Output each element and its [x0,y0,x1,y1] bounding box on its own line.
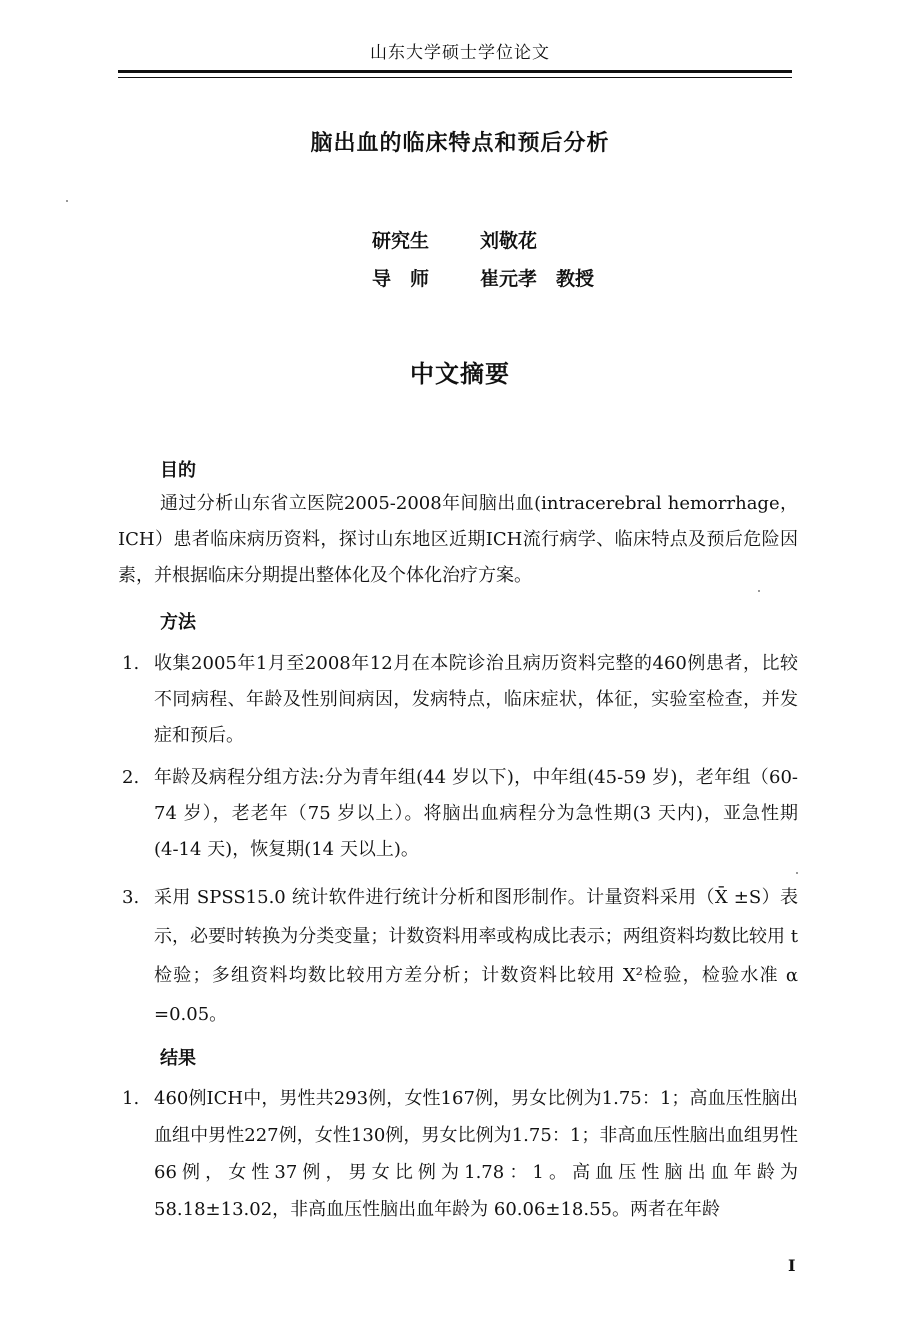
running-header: 山东大学硕士学位论文 [370,43,550,63]
objective-paragraph: 通过分析山东省立医院2005-2008年间脑出血(intracerebral hemorrhage，ICH）患者临床病历资料，探讨山东地区近期ICH流行病学、临床特点及预后危险因素，并根据临床分期提出整体化及个体化治疗方案。 [118,493,798,586]
scan-speck [796,872,798,874]
header-rule-thin [118,77,792,78]
list-text: 460例ICH中，男性共293例，女性167例，男女比例为1.75：1；高血压性脑出血组中男性227例，女性130例，男女比例为1.75：1；非高血压性脑出血组男性66例，女性37例，男女比例为1.78：1。高血压性脑出血年龄为 58.18±13.02，非高血压性脑出血年龄为 60.06±18.55。两者在年龄 [154,1088,798,1220]
list-text: 年龄及病程分组方法:分为青年组(44 岁以下)，中年组(45-59 岁)，老年组（60-74 岁），老老年（75 岁以上）。将脑出血病程分为急性期(3 天内)，亚急性期 (4-14 天)，恢复期(14 天以上)。 [154,767,816,860]
results-item-1 [118,1080,798,1228]
scan-speck [758,590,760,592]
list-text: 收集2005年1月至2008年12月在本院诊治且病历资料完整的460例患者，比较不同病程、年龄及性别间病因，发病特点，临床症状，体征，实验室检查，并发症和预后。 [154,653,798,746]
header-rule-thick [118,70,792,73]
student-name: 刘敬花 [480,230,538,252]
scan-speck [66,200,68,202]
page-number: I [788,1256,796,1275]
list-number: 1. [122,1088,140,1109]
advisor-name: 崔元孝 教授 [480,268,595,290]
abstract-heading: 中文摘要 [410,359,510,388]
methods-item-2 [118,760,816,868]
list-text: 采用 SPSS15.0 统计软件进行统计分析和图形制作。计量资料采用（X̄ ±S）表示，必要时转换为分类变量；计数资料用率或构成比表示；两组资料均数比较用 t 检验；多组资料均数比较用方差分析；计数资料比较用 X²检验，检验水准 α =0.05。 [154,887,798,1025]
paper-title: 脑出血的临床特点和预后分析 [310,130,610,156]
list-number: 2. [122,767,140,788]
methods-item-1 [118,646,798,754]
advisor-label: 导 师 [372,268,430,290]
results-heading: 结果 [160,1048,196,1069]
objective-heading: 目的 [160,460,196,481]
student-label: 研究生 [372,230,430,252]
methods-item-3 [118,878,798,1034]
methods-heading: 方法 [160,612,196,633]
list-number: 3. [122,887,140,908]
list-number: 1. [122,653,140,674]
